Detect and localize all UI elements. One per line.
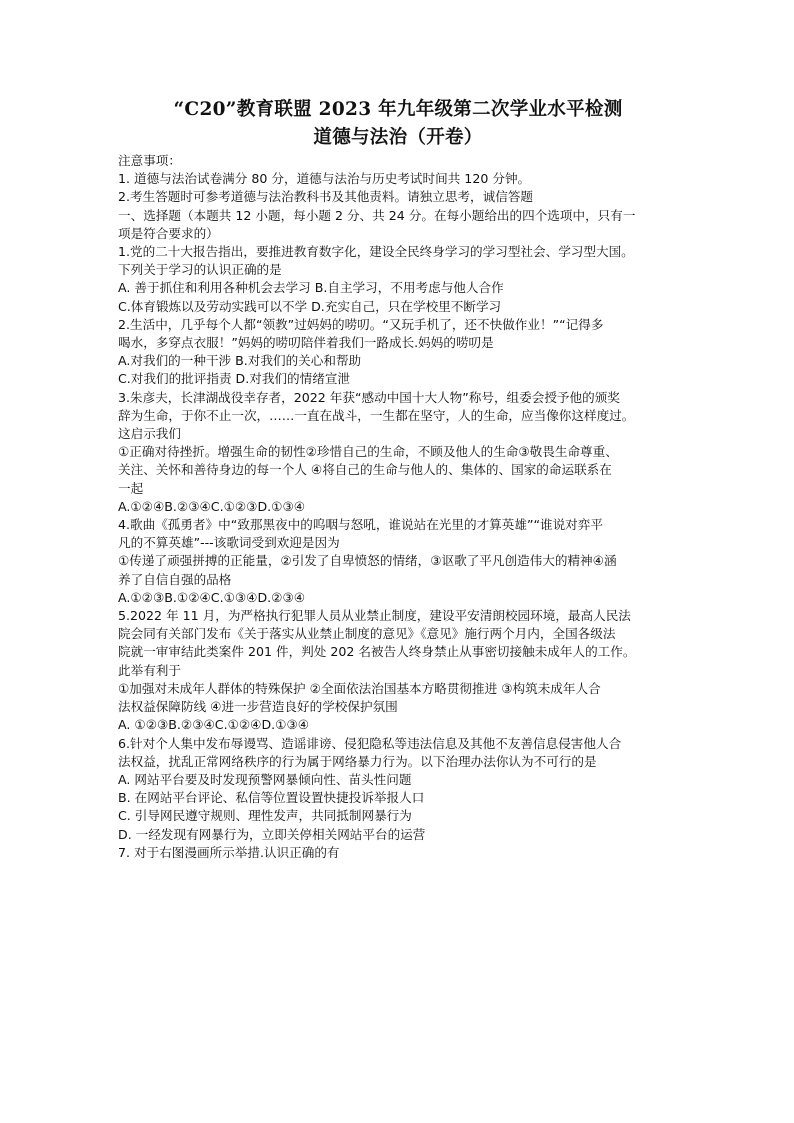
question-5 [118,607,678,734]
exam-title-line1: “C20”教育联盟 2023 年九年级第二次学业水平检测 [173,99,623,120]
exam-title-line2: 道德与法治（开卷） [313,127,483,148]
section-heading: 一、选择题（本题共 12 小题，每小题 2 分、共 24 分。在每小题给出的四个选项中，只有一 [118,207,636,223]
question-6 [118,735,678,862]
notes-heading: 注意事项： [118,153,181,168]
question-statement: 关注、关怀和善待身边的每一个人 ④将自己的生命与他人的、集体的、国家的命运联系在 [118,462,612,478]
question-text: 3.朱彦夫，长津湖战役幸存者，2022 年获“感动中国十大人物”称号，组委会授予他的颁奖 [118,389,620,405]
question-4 [118,516,678,607]
question-text: 6.针对个人集中发布辱谩骂、造谣诽谤、侵犯隐私等违法信息及其他不友善信息侵害他人合 [118,735,622,751]
question-3 [118,389,678,516]
question-option: C.体育锻炼以及劳动实践可以不学 D.充实自己，只在学校里不断学习 [118,298,502,314]
question-text: 辞为生命，于你不止一次，……一直在战斗，一生都在坚守，人的生命，应当像你这样度过。 [118,407,635,423]
question-text: 凡的不算英雄”---该歌词受到欢迎是因为 [118,535,340,551]
section-heading: 项是符合要求的） [118,225,219,241]
question-option: A. 善于抓住和利用各种机会去学习 B.自主学习，不用考虑与他人合作 [118,280,504,296]
question-1 [118,243,678,316]
question-text: 院会同有关部门发布《关于落实从业禁止制度的意见》《意见》施行两个月内，全国各级法 [118,626,616,642]
question-option: A.①②④B.②③④C.①②③D.①③④ [118,498,306,514]
question-text: 下列关于学习的认识正确的是 [118,262,282,278]
question-option: B. 在网站平台评论、私信等位置设置快捷投诉举报人口 [118,790,425,806]
question-text: 院就一审审结此类案件 201 件，判处 202 名被告人终身禁止从事密切接触未成年人的工作。 [118,644,636,660]
note-item: 1. 道德与法治试卷满分 80 分，道德与法治与历史考试时间共 120 分钟。 [118,171,531,187]
question-text: 此举有利于 [118,662,181,678]
question-statement: 一起 [118,480,144,496]
question-2 [118,316,678,389]
question-text: 5.2022 年 11 月，为严格执行犯罪人员从业禁止制度，建设平安清朗校园环境，最高人民法 [118,608,631,624]
question-text: 4.歌曲《孤勇者》中“致那黑夜中的呜咽与怒吼，谁说站在光里的才算英雄”“谁说对弈平 [118,517,603,533]
question-text: 1.党的二十大报告指出，要推进教育数字化，建设全民终身学习的学习型社会、学习型大国。 [118,244,634,260]
question-text: 喝水，多穿点衣服！”妈妈的唠叨陪伴着我们一路成长.妈妈的唠叨是 [118,335,494,351]
question-option: A. 网站平台要及时发现预警网暴倾向性、苗头性问题 [118,771,412,787]
question-text: 2.生活中，几乎每个人都“领教”过妈妈的唠叨。“又玩手机了，还不快做作业！”“记得多 [118,316,604,332]
question-text: 法权益，扰乱正常网络秩序的行为属于网络暴力行为。以下治理办法你认为不可行的是 [118,753,597,769]
question-statement: 法权益保障防线 ④进一步营造良好的学校保护氛围 [118,699,398,715]
question-option: C. 引导网民遵守规则、理性发声，共同抵制网暴行为 [118,808,412,824]
question-option: A.对我们的一种干涉 B.对我们的关心和帮助 [118,353,362,369]
question-option: A.①②③B.①②④C.①③④D.②③④ [118,589,306,605]
question-option: C.对我们的批评指责 D.对我们的情绪宣泄 [118,371,351,387]
exam-content [118,152,678,862]
question-text: 7. 对于右图漫画所示举措.认识正确的有 [118,844,340,860]
question-statement: 养了自信自强的品格 [118,571,232,587]
question-option: A. ①②③B.②③④C.①②④D.①③④ [118,717,310,733]
note-item: 2.考生答题时可参考道德与法治教科书及其他责料。请独立思考，诚信答题 [118,189,534,205]
question-text: 这启示我们 [118,426,181,442]
question-statement: ①传递了顽强拼搏的正能量，②引发了自卑愤怒的情绪，③讴歌了平凡创造伟大的精神④涵 [118,553,617,569]
question-option: D. 一经发现有网暴行为，立即关停相关网站平台的运营 [118,826,426,842]
question-statement: ①正确对待挫折。增强生命的韧性②珍惜自己的生命，不顾及他人的生命③敬畏生命尊重、 [118,444,618,460]
question-statement: ①加强对未成年人群体的特殊保护 ②全面依法治国基本方略贯彻推进 ③构筑未成年人合 [118,680,601,696]
